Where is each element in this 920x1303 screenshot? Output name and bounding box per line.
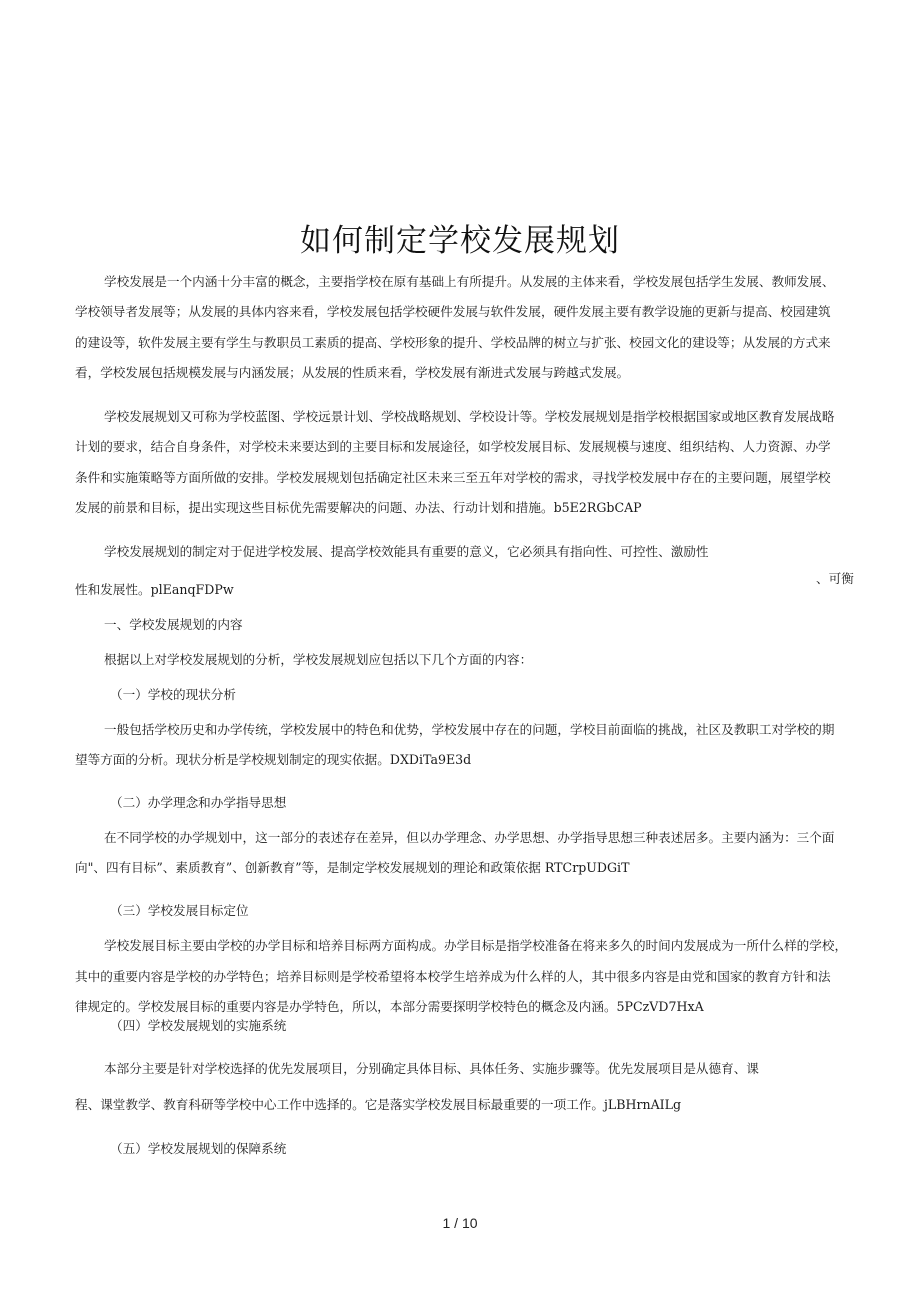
paragraph-line: 望等方面的分析。现状分析是学校规划制定的现实依据。DXDiTa9E3d: [75, 752, 472, 767]
subsection-heading: （五）学校发展规划的保障系统: [110, 1141, 287, 1156]
paragraph-line: 一般包括学校历史和办学传统，学校发展中的特色和优势，学校发展中存在的问题，学校目前面临的挑战，社区及教职工对学校的期: [104, 722, 835, 737]
paragraph-line: 本部分主要是针对学校选择的优先发展项目，分别确定具体目标、具体任务、实施步骤等。优先发展项目是从德育、课: [104, 1061, 759, 1076]
paragraph-line: 条件和实施策略等方面所做的安排。学校发展规划包括确定社区未来三至五年对学校的需求，寻找学校发展中存在的主要问题，展望学校: [75, 470, 831, 485]
paragraph-line: 性和发展性。plEanqFDPw: [75, 582, 234, 597]
page-number: 1 / 10: [442, 1215, 478, 1231]
subsection-heading: （三）学校发展目标定位: [110, 903, 249, 918]
paragraph-line: 的建设等，软件发展主要有学生与教职员工素质的提高、学校形象的提升、学校品牌的树立与扩张、校园文化的建设等；从发展的方式来: [75, 335, 831, 350]
paragraph-line: 律规定的。学校发展目标的重要内容是办学特色，所以，本部分需要探明学校特色的概念及内涵。5PCzVD7HxA: [75, 999, 704, 1014]
paragraph-line: 学校发展目标主要由学校的办学目标和培养目标两方面构成。办学目标是指学校准备在将来多久的时间内发展成为一所什么样的学校，: [104, 938, 848, 953]
subsection-heading: （一）学校的现状分析: [110, 687, 236, 702]
paragraph-line: 学校发展规划的制定对于促进学校发展、提高学校效能具有重要的意义，它必须具有指向性、可控性、激励性: [104, 544, 709, 559]
paragraph-line: 向"、四有目标”、素质教育”、创新教育”等，是制定学校发展规划的理论和政策依据 RTCrpUDGiT: [75, 860, 630, 875]
paragraph-line: 根据以上对学校发展规划的分析，学校发展规划应包括以下几个方面的内容：: [104, 652, 533, 667]
paragraph-line: 发展的前景和目标，提出实现这些目标优先需要解决的问题、办法、行动计划和措施。b5E2RGbCAP: [75, 500, 642, 515]
subsection-heading: （二）办学理念和办学指导思想: [110, 795, 287, 810]
section-heading: 一、学校发展规划的内容: [104, 617, 243, 632]
paragraph-line: 在不同学校的办学规划中，这一部分的表述存在差异，但以办学理念、办学思想、办学指导思想三种表述居多。主要内涵为：三个面: [104, 830, 835, 845]
paragraph-line: 其中的重要内容是学校的办学特色；培养目标则是学校希望将本校学生培养成为什么样的人，其中很多内容是由党和国家的教育方针和法: [75, 969, 831, 984]
paragraph-line: 学校领导者发展等；从发展的具体内容来看，学校发展包括学校硬件发展与软件发展，硬件发展主要有教学设施的更新与提高、校园建筑: [75, 304, 831, 319]
paragraph-line: 程、课堂教学、教育科研等学校中心工作中选择的。它是落实学校发展目标最重要的一项工作。jLBHrnAILg: [75, 1097, 682, 1112]
document-title: 如何制定学校发展规划: [300, 223, 620, 259]
subsection-heading: （四）学校发展规划的实施系统: [110, 1018, 287, 1033]
paragraph-line: 学校发展规划又可称为学校蓝图、学校远景计划、学校战略规划、学校设计等。学校发展规划是指学校根据国家或地区教育发展战略: [104, 409, 835, 424]
paragraph-line: 计划的要求，结合自身条件，对学校未来要达到的主要目标和发展途径，如学校发展目标、发展规模与速度、组织结构、人力资源、办学: [75, 439, 831, 454]
paragraph-line: 看，学校发展包括规模发展与内涵发展；从发展的性质来看，学校发展有渐进式发展与跨越式发展。: [75, 365, 630, 380]
paragraph-line: 学校发展是一个内涵十分丰富的概念，主要指学校在原有基础上有所提升。从发展的主体来看，学校发展包括学生发展、教师发展、: [104, 274, 835, 289]
paragraph-fragment: 、可衡: [816, 571, 854, 586]
